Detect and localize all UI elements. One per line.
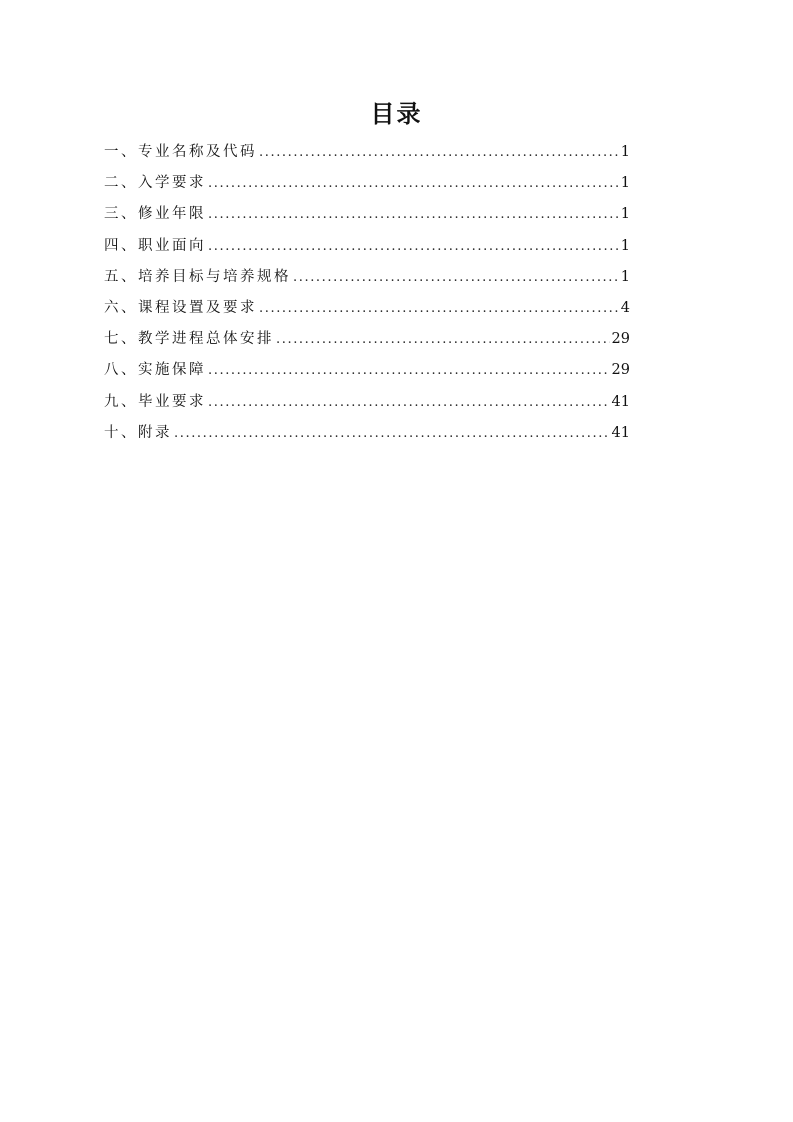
toc-page-number: 4	[620, 299, 630, 316]
toc-entry[interactable]	[104, 172, 630, 203]
toc-dot-leader	[259, 142, 619, 164]
toc-dot-leader	[208, 360, 610, 382]
toc-page-number: 1	[620, 206, 630, 223]
toc-entry[interactable]	[104, 203, 630, 234]
toc-dot-leader	[208, 173, 619, 195]
toc-entry[interactable]	[104, 422, 630, 453]
toc-entry-label: 三、修业年限	[104, 206, 206, 223]
toc-page-number: 1	[620, 175, 630, 192]
toc-page-number: 29	[611, 331, 630, 348]
toc-entry[interactable]	[104, 235, 630, 266]
toc-dot-leader	[276, 329, 610, 351]
table-of-contents	[104, 141, 630, 453]
toc-entry[interactable]	[104, 391, 630, 422]
toc-entry[interactable]	[104, 359, 630, 390]
toc-entry-label: 二、入学要求	[104, 175, 206, 192]
toc-page-number: 41	[611, 424, 630, 441]
toc-entry[interactable]	[104, 266, 630, 297]
toc-entry-label: 一、专业名称及代码	[104, 144, 257, 160]
toc-entry-label: 六、课程设置及要求	[104, 299, 257, 316]
toc-entry-label: 八、实施保障	[104, 362, 206, 379]
toc-entry[interactable]	[104, 297, 630, 328]
toc-dot-leader	[259, 298, 619, 320]
toc-dot-leader	[174, 423, 610, 445]
toc-entry-label: 七、教学进程总体安排	[104, 331, 274, 348]
toc-dot-leader	[208, 204, 619, 226]
toc-page-number: 1	[620, 144, 630, 160]
toc-entry-label: 四、职业面向	[104, 237, 206, 254]
toc-page-number: 1	[620, 237, 630, 254]
toc-entry-label: 九、毕业要求	[104, 393, 206, 410]
toc-entry[interactable]	[104, 141, 630, 172]
toc-dot-leader	[208, 392, 610, 414]
toc-page-number: 1	[620, 268, 630, 285]
toc-page-number: 29	[611, 362, 630, 379]
toc-page-number: 41	[611, 393, 630, 410]
toc-title: 目录	[370, 100, 423, 128]
toc-dot-leader	[293, 267, 619, 289]
toc-entry-label: 十、附录	[104, 424, 172, 441]
toc-entry[interactable]	[104, 328, 630, 359]
toc-dot-leader	[208, 236, 619, 258]
toc-entry-label: 五、培养目标与培养规格	[104, 268, 291, 285]
